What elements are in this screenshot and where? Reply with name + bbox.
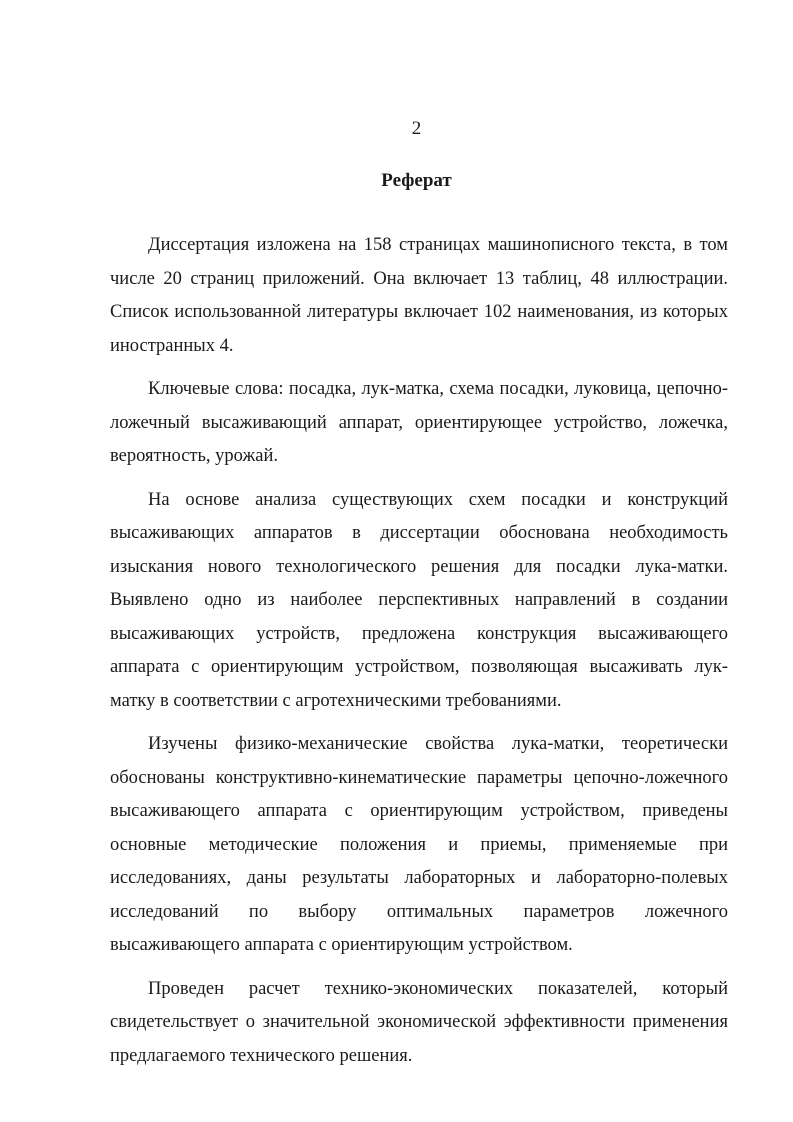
paragraph-economics: Проведен расчет технико-экономических показателей, который свидетельствует о значительной экономической эффективности применения предлагаемого технического решения.: [110, 978, 728, 1066]
paragraph-keywords: Ключевые слова: посадка, лук-матка, схема посадки, луковица, цепочно-ложечный высаживающий аппарат, ориентирующее устройство, ложечка, вероятность, урожай.: [110, 379, 728, 466]
paragraph-scope: Диссертация изложена на 158 страницах машинописного текста, в том числе 20 страниц приложений. Она включает 13 таблиц, 48 иллюстрации. Список использованной литературы включает 102 наименования, из которых иностранных 4.: [110, 235, 728, 356]
page-number: 2: [411, 118, 422, 139]
paragraph-research: Изучены физико-механические свойства лука-матки, теоретически обоснованы конструктивно-кинематические параметры цепочно-ложечного высаживающего аппарата с ориентирующим устройством, приведены основные методические положения и приемы, применяемые при исследованиях, даны результаты лабораторных и лабораторно-полевых исследований по выбору оптимальных параметров ложечного высаживающего аппарата с ориентирующим устройством.: [110, 734, 728, 955]
abstract-body: [110, 229, 728, 1083]
page-title: Реферат: [381, 170, 452, 191]
paragraph-analysis: На основе анализа существующих схем посадки и конструкций высаживающих аппаратов в диссертации обоснована необходимость изыскания нового технологического решения для посадки лука-матки. Выявлено одно из наиболее перспективных направлений в создании высаживающих устройств, предложена конструкция высаживающего аппарата с ориентирующим устройством, позволяющая высаживать лук-матку в соответствии с агротехническими требованиями.: [110, 489, 728, 711]
